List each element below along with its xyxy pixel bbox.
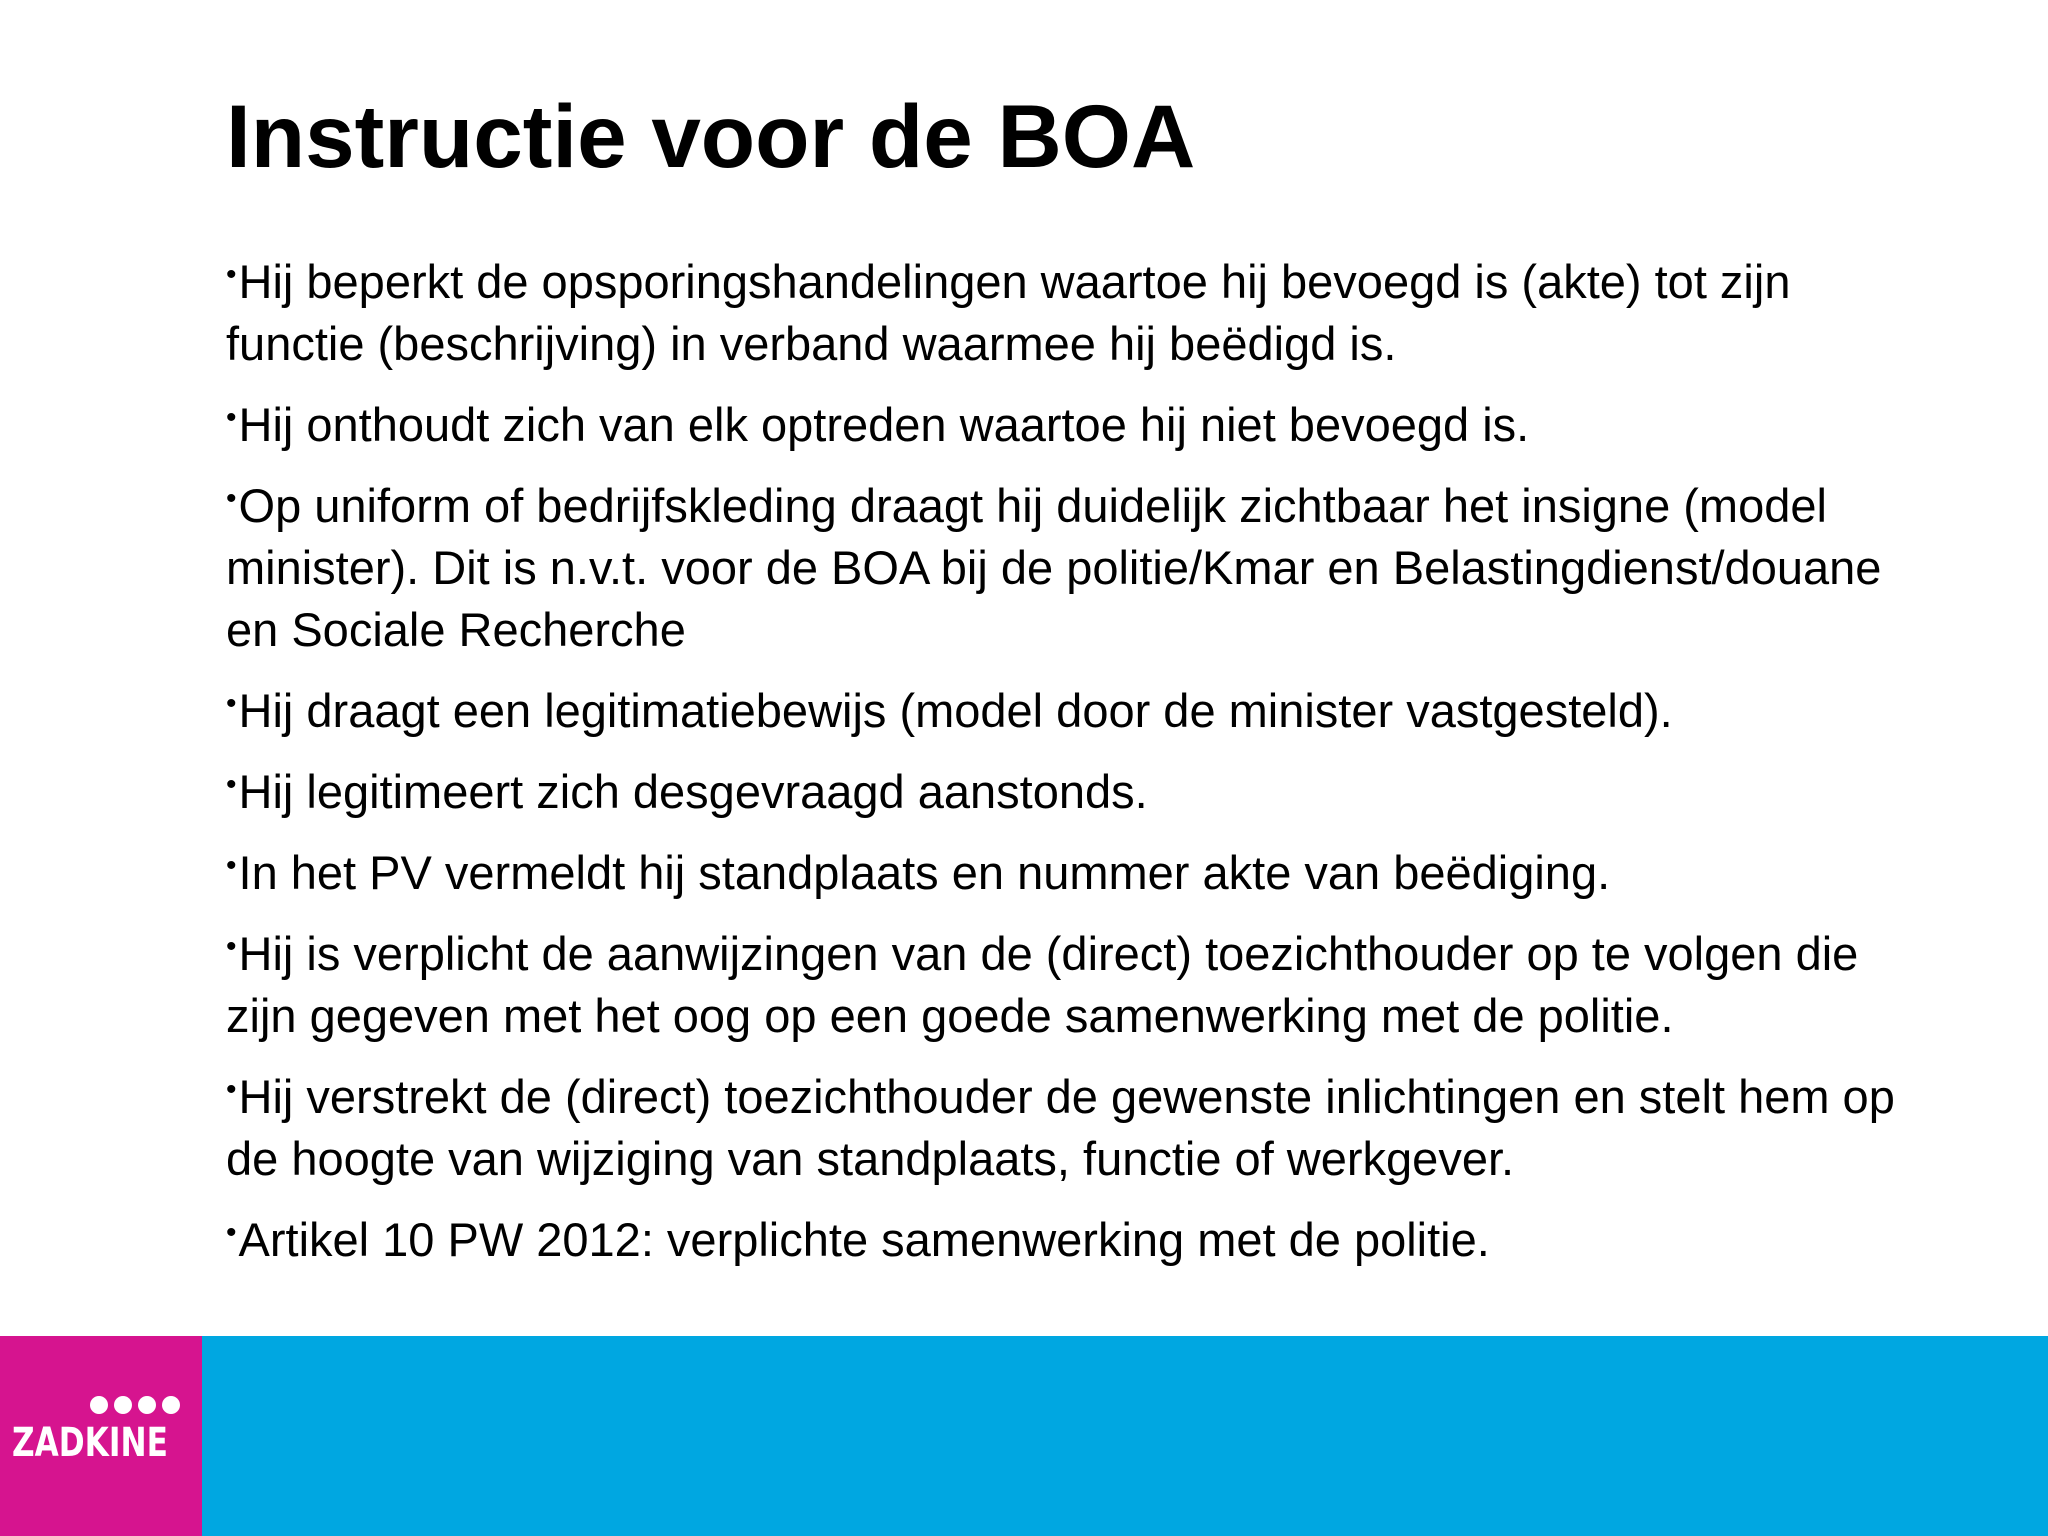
- bullet-text: Op uniform of bedrijfskleding draagt hij duidelijk zichtbaar het insigne (model minister). Dit is n.v.t. voor de BOA bij de politie/Kmar en Belastingdienst/douane en Sociale Recherche: [226, 479, 1882, 656]
- bullet-dot: •: [226, 258, 237, 291]
- bullet-item: [226, 673, 1906, 742]
- bullet-dot: •: [226, 930, 237, 963]
- bullet-dot: •: [226, 687, 237, 720]
- bullet-item: [226, 244, 1906, 375]
- bullet-dot: •: [226, 482, 237, 515]
- bullet-text: Hij verstrekt de (direct) toezichthouder de gewenste inlichtingen en stelt hem op de hoogte van wijziging van standplaats, functie of werkgever.: [226, 1070, 1895, 1185]
- bullet-dot: •: [226, 849, 237, 882]
- bullet-item: [226, 468, 1906, 661]
- bullet-item: [226, 916, 1906, 1047]
- bullet-text: Artikel 10 PW 2012: verplichte samenwerking met de politie.: [238, 1213, 1490, 1266]
- bullet-item: [226, 1059, 1906, 1190]
- bullet-dot: •: [226, 401, 237, 434]
- bullet-text: In het PV vermeldt hij standplaats en nummer akte van beëdiging.: [238, 846, 1611, 899]
- bullet-dot: •: [226, 1073, 237, 1106]
- zadkine-logo: [0, 1336, 202, 1536]
- bullet-item: [226, 1202, 1906, 1271]
- bullet-text: Hij beperkt de opsporingshandelingen waartoe hij bevoegd is (akte) tot zijn functie (beschrijving) in verband waarmee hij beëdigd is.: [226, 255, 1791, 370]
- bullet-dot: •: [226, 1216, 237, 1249]
- bullet-text: Hij draagt een legitimatiebewijs (model door de minister vastgesteld).: [238, 684, 1673, 737]
- logo-text: ZADKINE: [12, 1420, 168, 1466]
- bullet-text: Hij legitimeert zich desgevraagd aanstonds.: [238, 765, 1148, 818]
- bullet-dot: •: [226, 768, 237, 801]
- bullet-text: Hij onthoudt zich van elk optreden waartoe hij niet bevoegd is.: [238, 398, 1530, 451]
- bullet-list: [226, 244, 1906, 1283]
- bullet-item: [226, 835, 1906, 904]
- bullet-item: [226, 754, 1906, 823]
- logo-dots-icon: [90, 1396, 190, 1416]
- footer-band: [0, 1336, 2048, 1536]
- bullet-item: [226, 387, 1906, 456]
- bullet-text: Hij is verplicht de aanwijzingen van de (direct) toezichthouder op te volgen die zijn gegeven met het oog op een goede samenwerking met de politie.: [226, 927, 1859, 1042]
- slide-title: Instructie voor de BOA: [226, 86, 1196, 186]
